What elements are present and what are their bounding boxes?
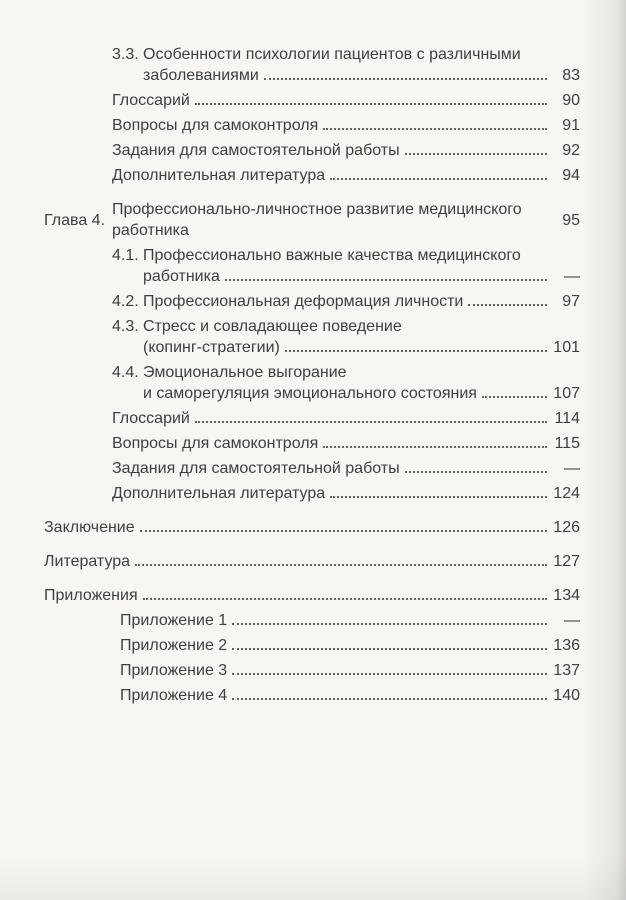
toc-entry [44,408,580,429]
dotted-leader [143,598,547,600]
toc-entry-number: 3.3. [112,46,139,63]
toc-page-number: 95 [562,211,580,229]
toc-entry-number: 4.3. [112,318,139,335]
dotted-leader [323,128,547,130]
dotted-leader [195,103,547,105]
toc-entry [44,551,580,572]
toc-entry-text: Приложения [44,587,138,604]
toc-page-number: 114 [554,410,580,427]
toc-entry-text: Вопросы для самоконтроля [112,117,319,134]
toc-entry-text: Стресс и совладающее поведение [143,318,402,335]
toc-entry-text: (копинг-стратегии) [143,339,280,356]
toc-page-number: 126 [553,519,580,536]
toc-entry-text: Профессионально-личностное развитие медицинского [112,201,522,218]
dotted-leader [330,496,547,498]
dotted-leader [232,673,547,675]
toc-entry-text: Профессиональная деформация личности [143,293,464,310]
dotted-leader [405,471,547,473]
toc-entry [44,585,580,606]
toc-entry [44,458,580,479]
dotted-leader [225,279,547,281]
toc-page-number: 136 [553,637,580,654]
toc-entry-text: Заключение [44,519,135,536]
toc-page-number: — [564,460,580,477]
dotted-leader [140,530,547,532]
toc-entry-text: Особенности психологии пациентов с различными [143,46,521,63]
toc-entry-text: Дополнительная литература [112,167,326,184]
toc-entry-text: Приложение 2 [120,637,228,654]
toc-entry-text: Приложение 4 [120,687,228,704]
toc-page-number: 124 [553,485,580,502]
dotted-leader [264,78,547,80]
toc-entry [44,635,580,656]
toc-page-number: 101 [553,339,580,356]
toc-entry [44,140,580,161]
dotted-leader [232,698,547,700]
toc-entry-text: Дополнительная литература [112,485,326,502]
toc-page-number: 83 [562,67,580,84]
toc-entry [44,433,580,454]
toc-entry [44,291,580,312]
toc-entry-number: 4.2. [112,293,139,310]
dotted-leader [482,396,547,398]
toc-page-number: 90 [562,92,580,109]
toc-entry-number: 4.4. [112,364,139,381]
toc-entry [44,517,580,538]
toc-entry-text: Глоссарий [112,92,190,109]
toc-entry-text: Профессионально важные качества медицинского [143,247,521,264]
toc-entry-text: Задания для самостоятельной работы [112,460,400,477]
toc-entry-text: Эмоциональное выгорание [143,364,347,381]
toc-page-number: 97 [562,293,580,310]
toc-page-number: 137 [553,662,580,679]
toc-entry [44,245,580,287]
toc-entry [44,483,580,504]
dotted-leader [232,648,547,650]
toc-entry-text: Приложение 3 [120,662,228,679]
toc-entry-text: Литература [44,553,131,570]
toc-page-number: 107 [553,385,580,402]
toc-page-number: — [564,268,580,285]
toc-page-number: 91 [562,117,580,134]
toc-entry [44,44,580,86]
dotted-leader [405,153,547,155]
toc-entry-text: и саморегуляция эмоционального состояния [143,385,477,402]
toc-entry [44,685,580,706]
dotted-leader [232,623,547,625]
toc-entry-text: Вопросы для самоконтроля [112,435,319,452]
dotted-leader [195,421,547,423]
toc-page-number: 140 [553,687,580,704]
dotted-leader [135,564,547,566]
toc-entry-text: Приложение 1 [120,612,228,629]
toc-page-number: 115 [554,435,580,452]
toc-entry [44,165,580,186]
table-of-contents [44,44,580,710]
toc-entry [44,199,580,241]
toc-entry-text: работника [143,268,220,285]
toc-entry [44,660,580,681]
toc-page-number: 134 [553,587,580,604]
dotted-leader [285,350,547,352]
dotted-leader [468,304,547,306]
toc-entry-number: 4.1. [112,247,139,264]
toc-entry [44,362,580,404]
toc-entry [44,90,580,111]
toc-page-number: 92 [562,142,580,159]
toc-entry [44,115,580,136]
toc-entry-text: работника [112,222,189,239]
toc-entry [44,610,580,631]
dotted-leader [330,178,547,180]
toc-page-number: 127 [553,553,580,570]
toc-entry-number: Глава 4. [44,211,106,229]
toc-page-number: 94 [562,167,580,184]
toc-page-number: — [564,612,580,629]
toc-entry-text: Глоссарий [112,410,190,427]
dotted-leader [323,446,547,448]
toc-entry-text: заболеваниями [143,67,259,84]
toc-entry [44,316,580,358]
toc-entry-text: Задания для самостоятельной работы [112,142,400,159]
